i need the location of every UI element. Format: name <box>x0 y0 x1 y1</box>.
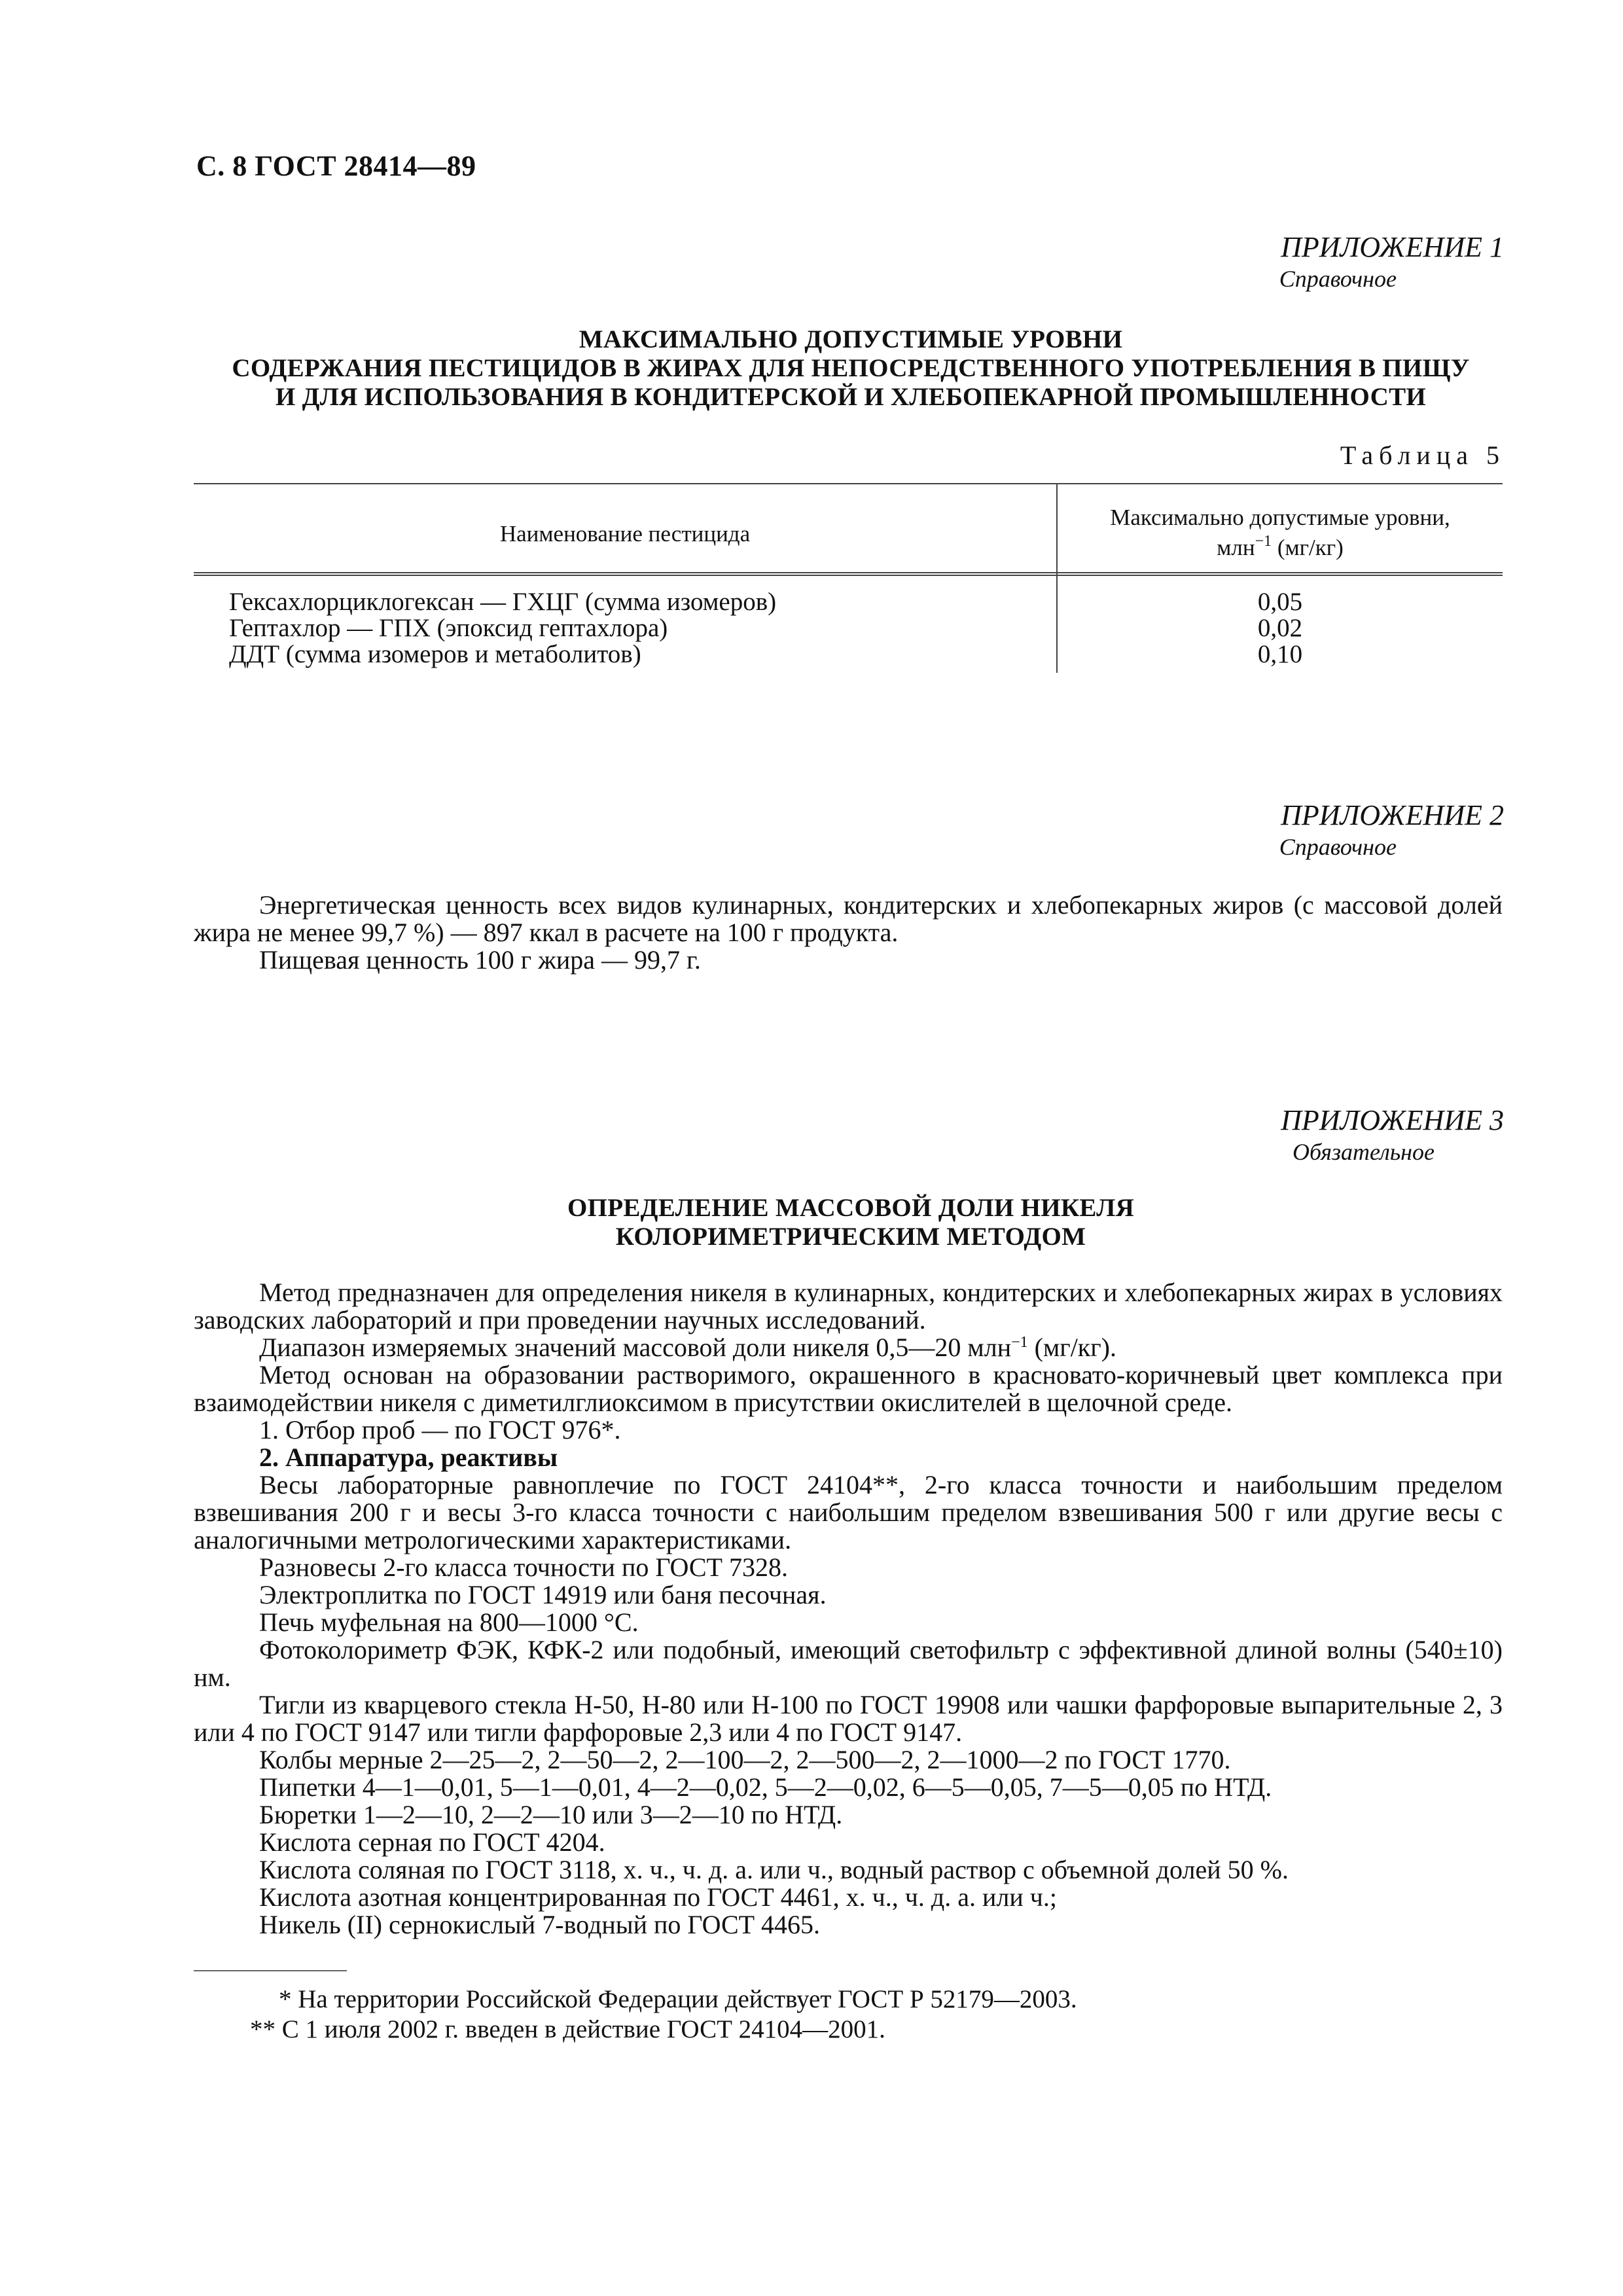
photocolorimeter-paragraph: Фотоколориметр ФЭК, КФК-2 или подобный, имеющий светофильтр с эффективной длиной волны (540±10) нм. <box>194 1635 1503 1692</box>
appendix-1-title-line: МАКСИМАЛЬНО ДОПУСТИМЫЕ УРОВНИ <box>579 325 1123 353</box>
nickel-sulfate-line: Никель (II) сернокислый 7-водный по ГОСТ 4465. <box>259 1910 821 1939</box>
item-2-heading: 2. Аппаратура, реактивы <box>259 1443 558 1472</box>
appendix-3-title-line: КОЛОРИМЕТРИЧЕСКИМ МЕТОДОМ <box>615 1223 1086 1251</box>
measurement-range-line <box>259 1334 1116 1361</box>
burettes-line: Бюретки 1—2—10, 2—2—10 или 3—2—10 по НТД. <box>259 1800 843 1829</box>
table-row-name: Гептахлор — ГПХ (эпоксид гептахлора) <box>229 614 668 642</box>
page-header: С. 8 ГОСТ 28414—89 <box>196 150 476 182</box>
range-exponent: −1 <box>1011 1334 1028 1351</box>
range-text: Диапазон измеряемых значений массовой доли никеля 0,5—20 млн <box>259 1333 1012 1362</box>
table-header-rule <box>194 572 1503 576</box>
method-basis-paragraph: Метод основан на образовании растворимого, окрашенного в красновато-коричневый цвет комплекса при взаимодействии никеля с диметилглиоксимом в присутствии окислителей в щелочной среде. <box>194 1360 1503 1417</box>
appendix-1-label: ПРИЛОЖЕНИЕ 1 <box>1281 231 1504 263</box>
flasks-line: Колбы мерные 2—25—2, 2—50—2, 2—100—2, 2—500—2, 2—1000—2 по ГОСТ 1770. <box>259 1745 1231 1774</box>
unit-exponent: −1 <box>1255 533 1272 550</box>
weights-line: Разновесы 2-го класса точности по ГОСТ 7328. <box>259 1552 788 1582</box>
item-1-sampling: 1. Отбор проб — по ГОСТ 976*. <box>259 1415 621 1444</box>
appendix-2-nutrition-line: Пищевая ценность 100 г жира — 99,7 г. <box>259 945 701 975</box>
table-row-name: Гексахлорциклогексан — ГХЦГ (сумма изомеров) <box>229 588 777 616</box>
footnote-separator <box>194 1970 347 1971</box>
nitric-acid-line: Кислота азотная концентрированная по ГОСТ 4461, х. ч., ч. д. а. или ч.; <box>259 1882 1058 1912</box>
table-top-rule <box>194 483 1503 484</box>
crucibles-paragraph: Тигли из кварцевого стекла Н-50, Н-80 или Н-100 по ГОСТ 19908 или чашки фарфоровые выпарительные 2, 3 или 4 по ГОСТ 9147 или тигли фарфоровые 2,3 или 4 по ГОСТ 9147. <box>194 1690 1503 1747</box>
unit-suffix: (мг/кг) <box>1272 535 1344 560</box>
appendix-3-label: ПРИЛОЖЕНИЕ 3 <box>1281 1104 1504 1136</box>
appendix-1-title-line: СОДЕРЖАНИЯ ПЕСТИЦИДОВ В ЖИРАХ ДЛЯ НЕПОСРЕДСТВЕННОГО УПОТРЕБЛЕНИЯ В ПИЩУ <box>232 354 1470 382</box>
unit-text: млн <box>1217 535 1255 560</box>
appendix-2-energy-paragraph: Энергетическая ценность всех видов кулинарных, кондитерских и хлебопекарных жиров (с массовой долей жира не менее 99,7 %) — 897 ккал в расчете на 100 г продукта. <box>194 890 1503 947</box>
appendix-1-title <box>157 325 1544 412</box>
appendix-2-type: Справочное <box>1279 834 1397 860</box>
footnote-2: ** С 1 июля 2002 г. введен в действие ГОСТ 24104—2001. <box>250 2015 885 2043</box>
table-header-levels-line2 <box>1058 533 1503 563</box>
range-unit: (мг/кг). <box>1027 1333 1116 1362</box>
hydrochloric-acid-line: Кислота соляная по ГОСТ 3118, х. ч., ч. д. а. или ч., водный раствор с объемной долей 50 %. <box>259 1855 1289 1884</box>
table-header-levels <box>1058 503 1503 563</box>
stove-line: Электроплитка по ГОСТ 14919 или баня песочная. <box>259 1580 827 1609</box>
appendix-2-label: ПРИЛОЖЕНИЕ 2 <box>1281 799 1504 831</box>
table-row-name: ДДТ (сумма изомеров и метаболитов) <box>229 640 641 668</box>
pesticide-table <box>194 483 1503 679</box>
appendix-3-title <box>157 1194 1544 1251</box>
appendix-3-title-line: ОПРЕДЕЛЕНИЕ МАССОВОЙ ДОЛИ НИКЕЛЯ <box>567 1194 1135 1222</box>
table-row-value: 0,10 <box>1257 640 1303 668</box>
method-purpose-paragraph: Метод предназначен для определения никеля в кулинарных, кондитерских и хлебопекарных жирах в условиях заводских лабораторий и при проведении научных исследований. <box>194 1278 1503 1335</box>
table-header-levels-line1: Максимально допустимые уровни, <box>1110 505 1450 530</box>
pipettes-line: Пипетки 4—1—0,01, 5—1—0,01, 4—2—0,02, 5—2—0,02, 6—5—0,05, 7—5—0,05 по НТД. <box>259 1772 1272 1802</box>
table-label: Таблица 5 <box>1340 440 1505 470</box>
appendix-3-type: Обязательное <box>1293 1139 1435 1165</box>
sulfuric-acid-line: Кислота серная по ГОСТ 4204. <box>259 1827 605 1857</box>
appendix-1-type: Справочное <box>1279 266 1397 292</box>
footnote-1: * На территории Российской Федерации действует ГОСТ Р 52179—2003. <box>279 1985 1077 2013</box>
table-row-value: 0,05 <box>1257 588 1303 616</box>
appendix-1-title-line: И ДЛЯ ИСПОЛЬЗОВАНИЯ В КОНДИТЕРСКОЙ И ХЛЕБОПЕКАРНОЙ ПРОМЫШЛЕННОСТИ <box>275 383 1427 411</box>
table-row-value: 0,02 <box>1257 614 1303 642</box>
furnace-line: Печь муфельная на 800—1000 °С. <box>259 1607 639 1637</box>
table-header-pesticide: Наименование пестицида <box>499 521 751 547</box>
scales-paragraph: Весы лабораторные равноплечие по ГОСТ 24104**, 2-го класса точности и наибольшим пределом взвешивания 200 г и весы 3-го класса точности с наибольшим пределом взвешивания 500 г или другие весы с аналогичными метрологическими характеристиками. <box>194 1470 1503 1554</box>
